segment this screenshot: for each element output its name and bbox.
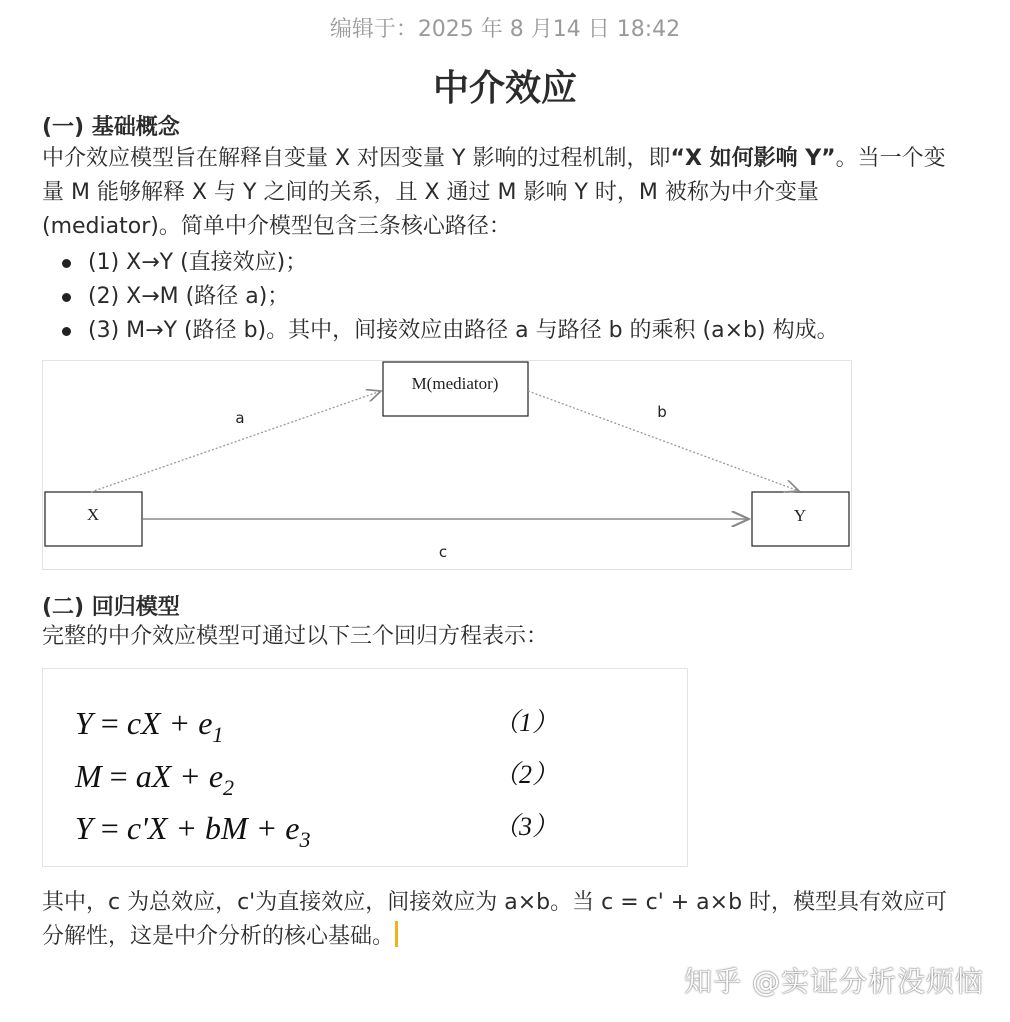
basics-text-2: 。当一个变量 M 能够解释 X 与 Y 之间的关系，且 X 通过 M 影响 Y 时，M 被称为中介变量 (mediator)。简单中介模型包含三条核心路径： <box>42 146 946 239</box>
list-item: (1) X→Y (直接效应)； <box>42 246 839 280</box>
section-heading-regression: (二) 回归模型 <box>42 595 180 620</box>
basics-paragraph <box>42 142 962 244</box>
equation-3-number: （3） <box>493 812 559 841</box>
basics-text-1: 中介效应模型旨在解释自变量 X 对因变量 Y 影响的过程机制，即 <box>42 146 671 171</box>
regression-intro: 完整的中介效应模型可通过以下三个回归方程表示： <box>42 624 549 649</box>
equation-1: Y = cX + $e_1$ <box>75 705 224 747</box>
node-y-label: Y <box>793 506 807 525</box>
node-x-label: X <box>86 505 100 524</box>
equation-2-number: （2） <box>493 760 559 789</box>
path-a-label: a <box>235 409 245 427</box>
path-c-label: c <box>438 543 448 561</box>
closing-text: 其中，c 为总效应，c'为直接效应，间接效应为 a×b。当 c = c' + a×b 时，模型具有效应可分解性，这是中介分析的核心基础。 <box>42 890 948 949</box>
list-item: (3) M→Y (路径 b)。其中，间接效应由路径 a 与路径 b 的乘积 (a×b) 构成。 <box>42 314 839 348</box>
equation-2: M = aX + $e_2$ <box>75 758 235 800</box>
equation-svg <box>43 669 687 866</box>
mediation-diagram-svg <box>43 361 851 569</box>
list-item: (2) X→M (路径 a)； <box>42 280 839 314</box>
mediation-diagram <box>42 360 852 570</box>
closing-paragraph[interactable] <box>42 886 962 954</box>
path-a-arrow <box>91 391 381 492</box>
section-heading-basics: (一) 基础概念 <box>42 115 180 140</box>
equation-1-number: （1） <box>493 708 559 737</box>
node-m-label: M(mediator) <box>411 374 499 393</box>
path-list <box>42 246 839 348</box>
edit-timestamp: 编辑于：2025 年 8 月14 日 18:42 <box>329 17 681 42</box>
equation-block <box>42 668 688 867</box>
path-b-label: b <box>657 403 667 421</box>
page-title: 中介效应 <box>432 68 577 109</box>
text-cursor <box>395 921 398 947</box>
basics-text-bold: “X 如何影响 Y” <box>670 146 836 171</box>
watermark: 知乎 @实证分析没烦恼 <box>684 965 984 998</box>
equation-3: Y = c'X + bM + $e_3$ <box>75 810 311 852</box>
